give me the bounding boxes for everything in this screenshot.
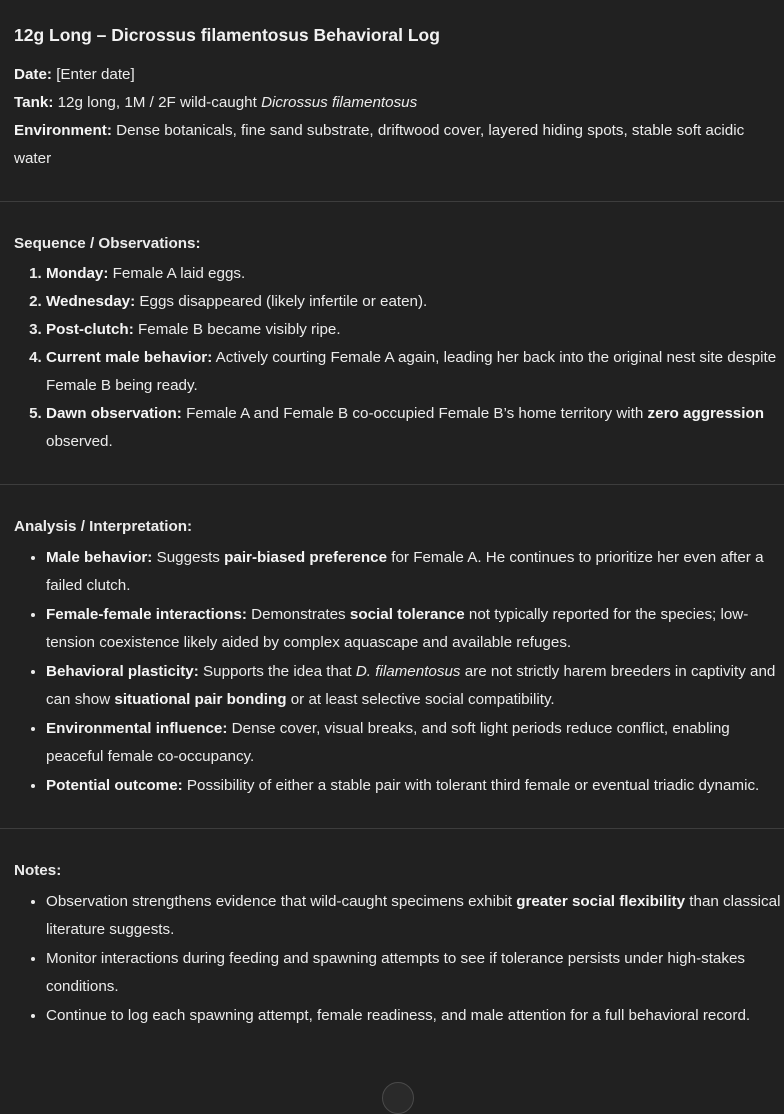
item-emphasis: greater social flexibility [516, 893, 686, 910]
item-text: for Female A. He continues to prioritize her even after a failed clutch. [46, 549, 764, 594]
list-item [46, 771, 784, 800]
item-text: Dense cover, visual breaks, and soft light periods reduce conflict, enabling peaceful female co-occupancy. [46, 720, 730, 765]
tank-value: 12g long, 1M / 2F wild-caught [53, 94, 262, 111]
page-title: 12g Long – Dicrossus filamentosus Behavioral Log [14, 25, 440, 45]
item-italic: D. filamentosus [355, 663, 461, 680]
item-text: Actively courting Female A again, leading her back into the original nest site despite Female B being ready. [46, 349, 777, 394]
sequence-title: Sequence / Observations: [14, 235, 201, 252]
notes-list [14, 887, 784, 1030]
environment-value: Dense botanicals, fine sand substrate, driftwood cover, layered hiding spots, stable soft acidic water [14, 122, 745, 167]
divider [0, 484, 784, 485]
item-emphasis: social tolerance [349, 606, 465, 623]
divider [0, 828, 784, 829]
item-label: Potential outcome: [46, 777, 183, 794]
item-emphasis: pair-biased preference [224, 549, 388, 566]
tank-species: Dicrossus filamentosus [261, 94, 418, 111]
item-text: Demonstrates [246, 606, 350, 623]
analysis-list [14, 543, 784, 800]
list-item [46, 944, 784, 1001]
item-label: Current male behavior: [46, 349, 213, 366]
item-text: are not strictly harem breeders in captivity and can show [46, 663, 776, 708]
item-text: observed. [46, 433, 113, 450]
list-item [46, 400, 784, 456]
item-text: Continue to log each spawning attempt, female readiness, and male attention for a full behavioral record. [46, 1007, 751, 1024]
date-label: Date: [14, 66, 52, 83]
item-text: Supports the idea that [198, 663, 356, 680]
list-item [46, 344, 784, 400]
list-item [46, 288, 784, 316]
notes-title: Notes: [14, 862, 62, 879]
item-text: Possibility of either a stable pair with tolerant third female or eventual triadic dynamic. [182, 777, 760, 794]
date-value: [Enter date] [51, 66, 135, 83]
item-emphasis: zero aggression [647, 405, 765, 422]
list-item [46, 600, 784, 657]
item-text: than classical literature suggests. [46, 893, 781, 938]
list-item [46, 316, 784, 344]
list-item [46, 260, 784, 288]
list-item [46, 714, 784, 771]
item-text: Female A and Female B co-occupied Female B’s home territory with [181, 405, 648, 422]
item-label: Behavioral plasticity: [46, 663, 199, 680]
item-text: Eggs disappeared (likely infertile or eaten). [135, 293, 428, 310]
list-item [46, 887, 784, 944]
divider [0, 201, 784, 202]
tank-label: Tank: [14, 94, 54, 111]
item-label: Environmental influence: [46, 720, 228, 737]
environment-line [14, 117, 784, 173]
item-text: Suggests [152, 549, 225, 566]
item-text: Observation strengthens evidence that wild-caught specimens exhibit [46, 893, 517, 910]
scroll-to-bottom-button[interactable] [382, 1082, 414, 1114]
item-label: Monday: [46, 265, 109, 282]
list-item [46, 657, 784, 714]
item-label: Female-female interactions: [46, 606, 247, 623]
item-emphasis: situational pair bonding [114, 691, 287, 708]
analysis-title: Analysis / Interpretation: [14, 518, 193, 535]
item-text: not typically reported for the species; low-tension coexistence likely aided by complex aquascape and available refuges. [46, 606, 749, 651]
list-item [46, 543, 784, 600]
environment-label: Environment: [14, 122, 112, 139]
item-label: Dawn observation: [46, 405, 182, 422]
item-label: Wednesday: [46, 293, 136, 310]
item-text: or at least selective social compatibility. [286, 691, 555, 708]
item-text: Female A laid eggs. [108, 265, 246, 282]
item-text: Female B became visibly ripe. [133, 321, 341, 338]
date-line [14, 61, 784, 89]
item-label: Male behavior: [46, 549, 153, 566]
item-text: Monitor interactions during feeding and spawning attempts to see if tolerance persists under high-stakes conditions. [46, 950, 746, 995]
item-label: Post-clutch: [46, 321, 134, 338]
tank-line [14, 89, 784, 117]
sequence-list [14, 260, 784, 456]
list-item [46, 1001, 784, 1030]
